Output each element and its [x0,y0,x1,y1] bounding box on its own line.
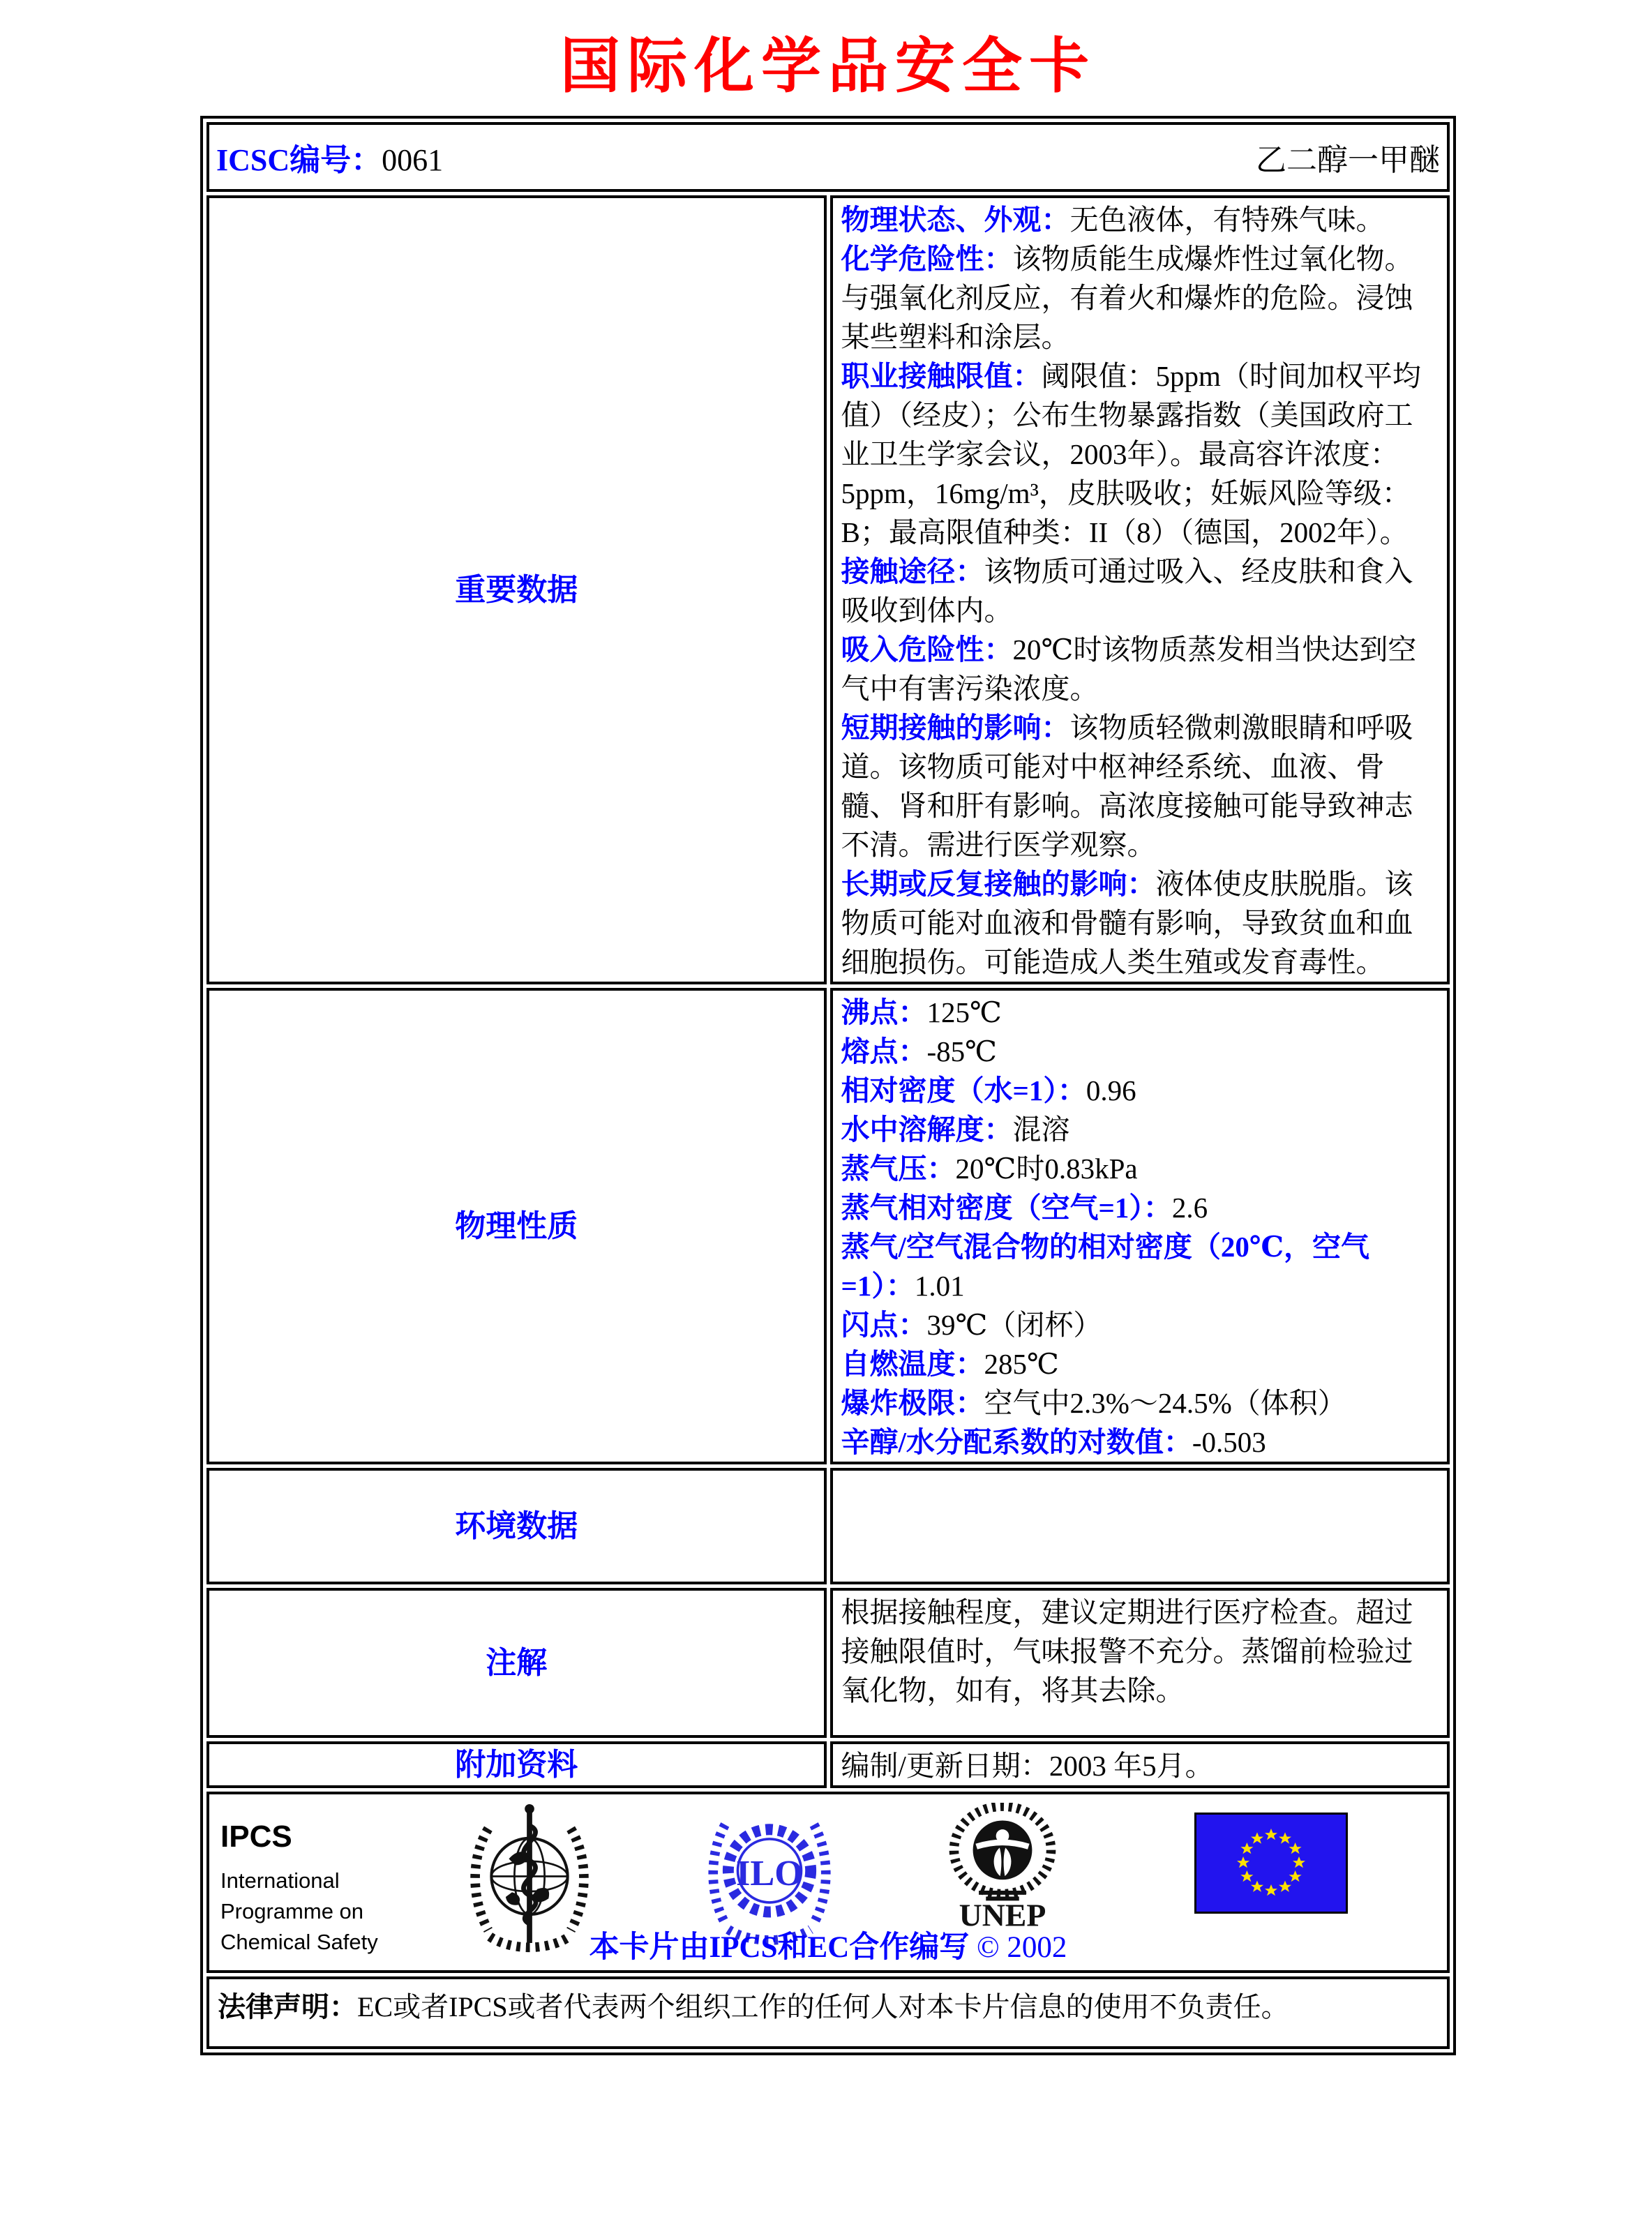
important-data-item [841,239,1439,357]
field-label: 水中溶解度： [841,1113,1013,1146]
field-value: 20℃时0.83kPa [955,1153,1138,1185]
field-value: 39℃（闭杯） [926,1309,1102,1341]
important-data-item [841,630,1439,708]
field-value: -0.503 [1192,1426,1266,1458]
physical-property-item [841,1110,1439,1149]
field-label: 爆炸极限： [841,1387,984,1419]
field-label: 吸入危险性： [841,633,1013,666]
physical-properties-content [830,988,1450,1464]
physical-property-item [841,1423,1439,1462]
legal-notice-cell [206,1976,1450,2049]
unep-logo-text: UNEP [959,1897,1046,1933]
important-data-item [841,552,1439,630]
physical-property-item [841,1149,1439,1188]
row-environmental-data [206,1468,1450,1584]
ipcs-line: Chemical Safety [220,1930,378,1954]
icsc-number-label: ICSC编号： [216,143,382,177]
field-label: 化学危险性： [841,243,1013,275]
caption-year: © 2002 [977,1931,1067,1964]
physical-property-item [841,1188,1439,1227]
field-value: 0.96 [1086,1074,1136,1106]
physical-property-item [841,993,1439,1032]
field-value: 该物质能生成爆炸性过氧化物。与强氧化剂反应，有着火和爆炸的危险。浸蚀某些塑料和涂层。 [841,243,1413,353]
page-title: 国际化学品安全卡 [560,33,1096,100]
row-physical-properties [206,988,1450,1464]
physical-property-item [841,1383,1439,1423]
field-value: 液体使皮肤脱脂。该物质可能对血液和骨髓有影响，导致贫血和血细胞损伤。可能造成人类生殖或发育毒性。 [841,868,1413,978]
legal-notice-text: EC或者IPCS或者代表两个组织工作的任何人对本卡片信息的使用不负责任。 [357,1991,1289,2023]
footer-caption [209,1923,1447,1966]
icsc-number-group [216,135,443,179]
ipcs-line: Programme on [220,1899,364,1923]
caption-text: 本卡片由IPCS和EC合作编写 [589,1931,970,1964]
field-label: 蒸气相对密度（空气=1）： [841,1192,1172,1224]
physical-property-item [841,1305,1439,1344]
field-value: 20℃时该物质蒸发相当快达到空气中有害污染浓度。 [841,633,1417,705]
field-label: 长期或反复接触的影响： [841,868,1156,900]
field-value: 2.6 [1171,1192,1208,1224]
row-label-important-data: 重要数据 [206,195,827,984]
header-row [206,122,1450,192]
row-label-additional-info: 附加资料 [206,1741,827,1788]
physical-property-item [841,1032,1439,1071]
environmental-data-content [830,1468,1450,1584]
row-important-data [206,195,1450,984]
field-value: 该物质可通过吸入、经皮肤和食入吸收到体内。 [841,555,1413,626]
field-label: 物理状态、外观： [841,204,1070,236]
important-data-item [841,357,1439,552]
field-value: 无色液体，有特殊气味。 [1069,204,1385,236]
eu-flag-icon [1194,1813,1348,1914]
field-value: 285℃ [984,1348,1059,1380]
physical-property-item [841,1344,1439,1383]
ilo-logo-text: ILO [736,1852,803,1893]
physical-property-item [841,1227,1439,1305]
ipcs-acronym: IPCS [220,1819,292,1854]
field-label: 职业接触限值： [841,360,1042,392]
field-value: 该物质轻微刺激眼睛和呼吸道。该物质可能对中枢神经系统、血液、骨髓、肾和肝有影响。高浓度接触可能导致神志不清。需进行医学观察。 [841,712,1413,861]
legal-notice-label: 法律声明： [218,1991,357,2023]
important-data-item [841,200,1439,239]
field-label: 蒸气压： [841,1153,956,1185]
field-value: 阈限值：5ppm（时间加权平均值）（经皮）；公布生物暴露指数（美国政府工业卫生学家会议，2003年）。最高容许浓度：5ppm，16mg/m³，皮肤吸收；妊娠风险等级：B；最高限值种类：II（8）（德国，2002年）。 [841,360,1421,548]
field-label: 闪点： [841,1309,927,1341]
header-cell [206,122,1450,192]
field-label: 短期接触的影响： [841,712,1070,744]
important-data-content [830,195,1450,984]
field-label: 接触途径： [841,555,984,587]
important-data-item [841,708,1439,864]
physical-property-item [841,1071,1439,1110]
field-label: 自燃温度： [841,1348,984,1380]
row-label-notes: 注解 [206,1588,827,1738]
row-additional-info [206,1741,1450,1788]
field-label: 熔点： [841,1035,927,1067]
important-data-item [841,864,1439,982]
icsc-number-value: 0061 [382,143,444,177]
field-value: 1.01 [914,1270,965,1302]
notes-content: 根据接触程度，建议定期进行医疗检查。超过接触限值时，气味报警不充分。蒸馏前检验过氧化物，如有，将其去除。 [830,1588,1450,1738]
row-logos [206,1792,1450,1973]
field-value: 混溶 [1012,1113,1070,1146]
chemical-name: 乙二醇一甲醚 [1256,143,1440,177]
field-label: 相对密度（水=1）： [841,1074,1086,1106]
row-label-physical-properties: 物理性质 [206,988,827,1464]
row-label-environmental-data: 环境数据 [206,1468,827,1584]
field-value: -85℃ [926,1035,998,1067]
logos-cell [206,1792,1450,1973]
field-value: 空气中2.3%～24.5%（体积） [984,1387,1346,1419]
safety-card-table [200,116,1456,2055]
field-label: 辛醇/水分配系数的对数值： [841,1426,1192,1458]
safety-card-page [200,0,1456,2055]
field-value: 125℃ [926,996,1002,1028]
row-legal-notice [206,1976,1450,2049]
row-notes [206,1588,1450,1738]
ipcs-line: International [220,1868,340,1893]
additional-info-content: 编制/更新日期：2003 年5月。 [830,1741,1450,1788]
field-label: 沸点： [841,996,927,1028]
unep-logo-icon [943,1803,1062,1935]
field-label: 蒸气/空气混合物的相对密度（20℃，空气=1）： [841,1231,1370,1302]
